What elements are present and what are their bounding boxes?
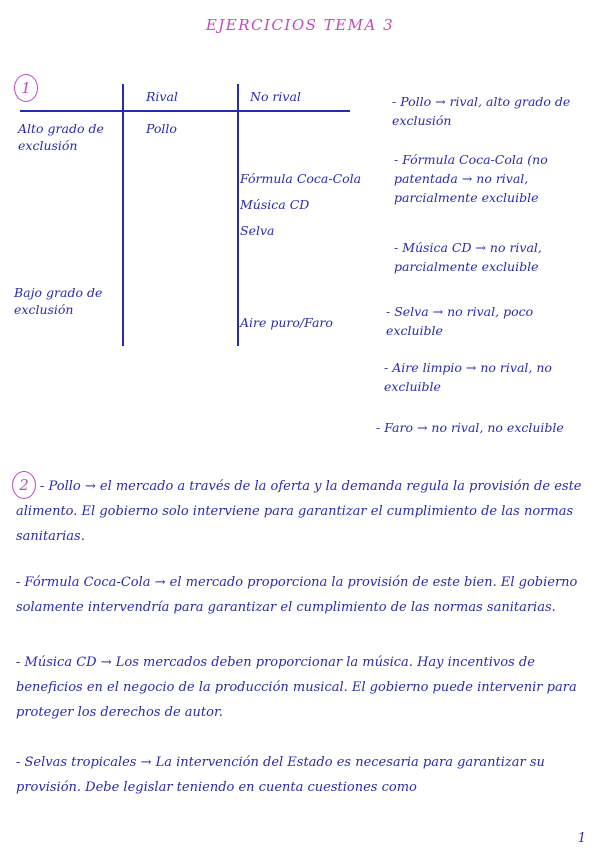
exercise-1-number: 1 [14,74,38,102]
table-vertical-rule-2 [237,84,239,346]
note-formula: - Fórmula Coca-Cola (no patentada → no rival, parcialmente excluible [394,152,548,205]
page-number: 1 [577,831,586,846]
note-pollo: - Pollo → rival, alto grado de exclusión [392,94,571,128]
table-cell-musica: Música CD [240,197,310,212]
paragraph-pollo: - Pollo → el mercado a través de la oferta y la demanda regula la provisión de este alimento. El gobierno solo interviene para garantizar el cumplimiento de las normas sanitarias. [16,479,582,544]
note-selva: - Selva → no rival, poco excluible [386,304,534,338]
table-cell-formula: Fórmula Coca-Cola [240,171,362,186]
table-row-alto: Alto grado de exclusión [18,121,104,153]
exercise-2-number: 2 [12,471,36,499]
paragraph-formula: - Fórmula Coca-Cola → el mercado proporciona la provisión de este bien. El gobierno solamente intervendría para garantizar el cumplimiento de las normas sanitarias. [16,575,578,615]
note-aire: - Aire limpio → no rival, no excluible [384,360,552,394]
paragraph-musica: - Música CD → Los mercados deben proporcionar la música. Hay incentivos de beneficios en el negocio de la producción musical. El gobierno puede intervenir para proteger los derechos de autor. [16,655,577,720]
table-horizontal-rule [20,110,350,112]
table-header-no-rival: No rival [250,89,301,104]
table-cell-selva: Selva [240,223,275,238]
table-vertical-rule-1 [122,84,124,346]
page-title: EJERCICIOS TEMA 3 [205,16,395,34]
table-cell-pollo: Pollo [146,121,177,136]
table-row-bajo: Bajo grado de exclusión [14,285,103,317]
table-cell-aire-faro: Aire puro/Faro [240,315,333,330]
note-musica: - Música CD → no rival, parcialmente excluible [394,240,542,274]
table-header-rival: Rival [146,89,178,104]
paragraph-selvas: - Selvas tropicales → La intervención del Estado es necesaria para garantizar su provisión. Debe legislar teniendo en cuenta cuestiones como [16,755,545,795]
note-faro: - Faro → no rival, no excluible [376,420,564,435]
